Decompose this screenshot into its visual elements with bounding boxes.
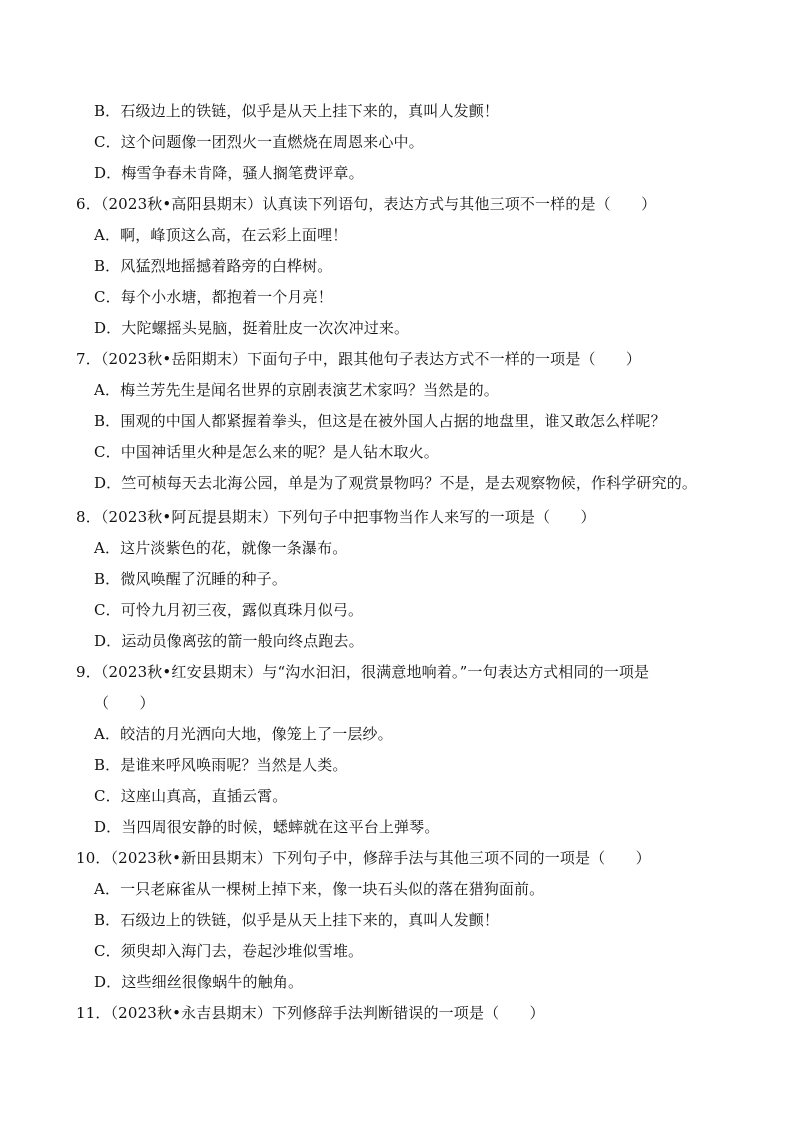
question-6-option-a: A．啊，峰顶这么高，在云彩上面哩！ [94,226,348,244]
question-8-option-b: B．微风唤醒了沉睡的种子。 [94,570,287,588]
question-8-option-d: D．运动员像离弦的箭一般向终点跑去。 [94,632,364,650]
question-7-option-a: A．梅兰芳先生是闻名世界的京剧表演艺术家吗？当然是的。 [94,381,499,399]
question-6-option-b: B．风猛烈地摇撼着路旁的白桦树。 [94,257,333,275]
question-6-option-c: C．每个小水塘，都抱着一个月亮！ [94,288,333,306]
question-9-stem-continuation: （ ） [94,694,155,712]
question-9-option-c: C．这座山真高，直插云霄。 [94,787,288,805]
question-9-option-d: D．当四周很安静的时候，蟋蟀就在这平台上弹琴。 [94,818,440,836]
question-10-option-d: D．这些细丝很像蜗牛的触角。 [94,973,304,991]
question-6-option-d: D．大陀螺摇头晃脑，挺着肚皮一次次冲过来。 [94,319,410,337]
question-11-stem: 11．（2023秋•永吉县期末）下列修辞手法判断错误的一项是（ ） [76,1004,545,1022]
question-7-option-d: D．竺可桢每天去北海公园，单是为了观赏景物吗？不是，是去观察物候，作科学研究的。 [94,474,698,492]
question-10-option-b: B．石级边上的铁链，似乎是从天上挂下来的，真叫人发颤！ [94,911,500,929]
question-10-option-c: C．须臾却入海门去，卷起沙堆似雪堆。 [94,942,364,960]
option-d-carryover: D．梅雪争春未肯降，骚人搁笔费评章。 [94,164,364,182]
option-b-carryover: B．石级边上的铁链，似乎是从天上挂下来的，真叫人发颤！ [94,102,500,120]
question-9-stem: 9．（2023秋•红安县期末）与“沟水汩汩，很满意地响着。”一句表达方式相同的一项是 [76,663,650,681]
question-8-stem: 8．（2023秋•阿瓦提县期末）下列句子中把事物当作人来写的一项是（ ） [76,508,596,526]
question-8-option-a: A．这片淡紫色的花，就像一条瀑布。 [94,539,348,557]
question-7-option-c: C．中国神话里火种是怎么来的呢？是人钻木取火。 [94,443,439,461]
question-9-option-b: B．是谁来呼风唤雨呢？当然是人类。 [94,756,348,774]
question-10-stem: 10．（2023秋•新田县期末）下列句子中，修辞手法与其他三项不同的一项是（ ） [76,849,651,867]
question-7-stem: 7．（2023秋•岳阳期末）下面句子中，跟其他句子表达方式不一样的一项是（ ） [76,350,642,368]
question-10-option-a: A．一只老麻雀从一棵树上掉下来，像一块石头似的落在猎狗面前。 [94,880,545,898]
question-9-option-a: A．皎洁的月光洒向大地，像笼上了一层纱。 [94,725,393,743]
question-7-option-b: B．围观的中国人都紧握着拳头，但这是在被外国人占据的地盘里，谁又敢怎么样呢？ [94,412,666,430]
option-c-carryover: C．这个问题像一团烈火一直燃烧在周恩来心中。 [94,133,424,151]
question-8-option-c: C．可怜九月初三夜，露似真珠月似弓。 [94,601,364,619]
question-6-stem: 6．（2023秋•高阳县期末）认真读下列语句，表达方式与其他三项不一样的是（ ） [76,195,657,213]
